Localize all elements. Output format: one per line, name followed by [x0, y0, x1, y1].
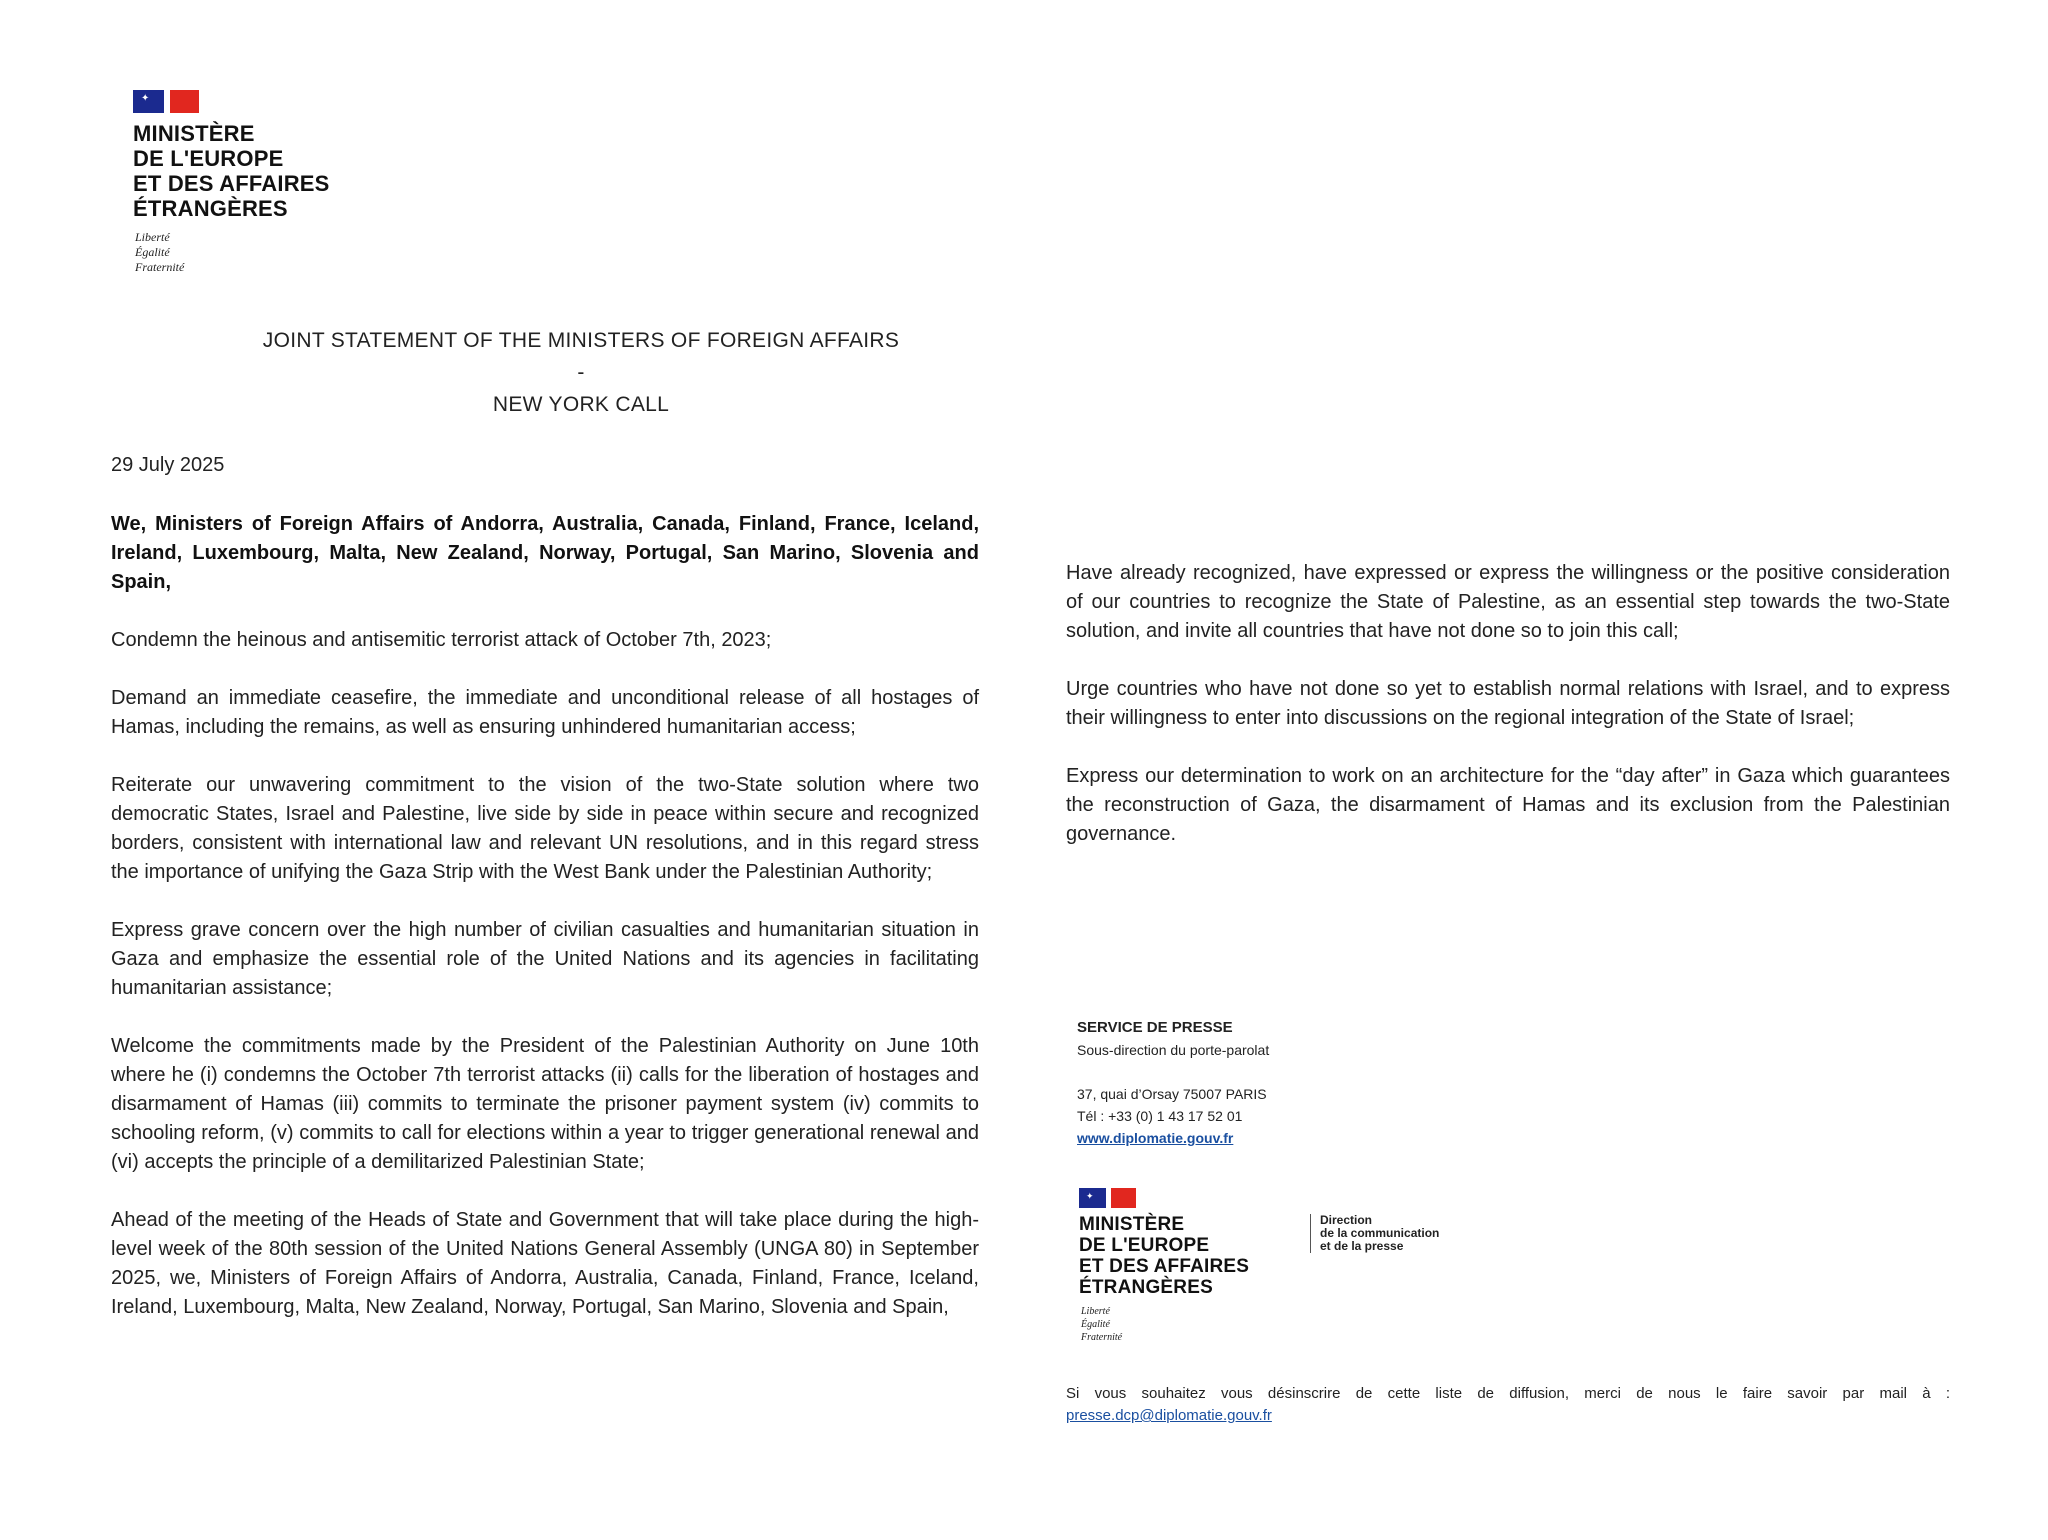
body-paragraph: Express our determination to work on an architecture for the “day after” in Gaza which guarantees the reconstruction of Gaza, the disarmament of Hamas and its exclusion from the Palestinian governance. [1066, 765, 1950, 845]
motto-line: Liberté [1081, 1306, 1110, 1317]
republic-flag-icon: ✦ [133, 90, 330, 113]
ministry-name-line: ET DES AFFAIRES [133, 171, 330, 196]
unsubscribe-email-link[interactable]: presse.dcp@diplomatie.gouv.fr [1066, 1407, 1272, 1424]
intro-paragraph: We, Ministers of Foreign Affairs of Andorra, Australia, Canada, Finland, France, Iceland, Ireland, Luxembourg, Malta, New Zealand, Norway, Portugal, San Marino, Slovenia and Spain, [111, 513, 979, 593]
statement-date: 29 July 2025 [111, 454, 225, 476]
motto-line: Fraternité [135, 260, 185, 274]
title-line-2: NEW YORK CALL [492, 393, 670, 416]
unsubscribe-notice [1066, 1383, 1950, 1427]
body-paragraph: Ahead of the meeting of the Heads of State and Government that will take place during the high-level week of the 80th session of the United Nations General Assembly (UNGA 80) in September 2025, we, Ministers of Foreign Affairs of Andorra, Australia, Canada, Finland, France, Iceland, Ireland, Luxembourg, Malta, New Zealand, Norway, Portugal, San Marino, Slovenia and Spain, [111, 1209, 979, 1318]
direction-line: de la communication [1320, 1226, 1440, 1240]
website-link[interactable]: www.diplomatie.gouv.fr [1077, 1130, 1234, 1146]
body-paragraph: Urge countries who have not done so yet to establish normal relations with Israel, and to express their willingness to enter into discussions on the regional integration of the State of Israel; [1066, 678, 1950, 729]
republic-flag-icon: ✦ [1079, 1188, 1249, 1208]
ministry-name-line: DE L'EUROPE [1079, 1235, 1210, 1256]
body-paragraph: Reiterate our unwavering commitment to the vision of the two-State solution where two democratic States, Israel and Palestine, live side by side in peace within secure and recognized borders, consistent with international law and relevant UN resolutions, and in this regard stress the importance of unifying the Gaza Strip with the West Bank under the Palestinian Authority; [111, 774, 979, 883]
motto [135, 230, 330, 275]
motto-line: Liberté [135, 230, 170, 244]
press-phone: Tél : +33 (0) 1 43 17 52 01 [1077, 1108, 1243, 1124]
left-column [111, 510, 979, 1322]
body-paragraph: Have already recognized, have expressed or express the willingness or the positive consideration of our countries to recognize the State of Palestine, as an essential step towards the two-State solution, and invite all countries that have not done so to join this call; [1066, 562, 1950, 642]
motto-line: Égalité [1081, 1319, 1110, 1330]
ministry-name-line: ÉTRANGÈRES [133, 196, 288, 221]
direction-label [1310, 1214, 1439, 1253]
ministry-name-line: DE L'EUROPE [133, 146, 284, 171]
motto-line: Fraternité [1081, 1332, 1123, 1343]
body-paragraph: Welcome the commitments made by the President of the Palestinian Authority on June 10th where he (i) condemns the October 7th terrorist attacks (ii) calls for the liberation of hostages and disarmament of Hamas (iii) commits to terminate the prisoner payment system (iv) commits to schooling reform, (v) commits to call for elections within a year to trigger generational renewal and (vi) accepts the principle of a demilitarized Palestinian State; [111, 1035, 979, 1173]
press-subdirection: Sous-direction du porte-parolat [1077, 1042, 1270, 1058]
unsubscribe-text: Si vous souhaitez vous désinscrire de cette liste de diffusion, merci de nous le faire savoir par mail à : [1066, 1385, 1950, 1402]
ministry-name-line: MINISTÈRE [133, 121, 255, 146]
footer-ministry-logo [1079, 1188, 1249, 1344]
body-paragraph: Demand an immediate ceasefire, the immediate and unconditional release of all hostages of Hamas, including the remains, as well as ensuring unhindered humanitarian access; [111, 687, 979, 738]
ministry-name-line: ET DES AFFAIRES [1079, 1256, 1250, 1277]
press-contact [1077, 1017, 1577, 1149]
press-address: 37, quai d’Orsay 75007 PARIS [1077, 1086, 1267, 1102]
title-separator: - [577, 361, 585, 384]
press-service-title: SERVICE DE PRESSE [1077, 1019, 1233, 1036]
motto [1081, 1305, 1249, 1344]
right-column [1066, 559, 1950, 849]
title-line-1: JOINT STATEMENT OF THE MINISTERS OF FOREIGN AFFAIRS [262, 329, 900, 352]
direction-line: Direction [1320, 1213, 1373, 1227]
direction-line: et de la presse [1320, 1239, 1404, 1253]
body-paragraph: Express grave concern over the high number of civilian casualties and humanitarian situation in Gaza and emphasize the essential role of the United Nations and its agencies in facilitating humanitarian assistance; [111, 919, 979, 999]
ministry-name-line: MINISTÈRE [1079, 1214, 1185, 1235]
ministry-name [133, 121, 330, 221]
ministry-logo [133, 90, 330, 275]
ministry-name [1079, 1214, 1249, 1298]
document-title [111, 325, 1051, 421]
motto-line: Égalité [135, 245, 170, 259]
ministry-name-line: ÉTRANGÈRES [1079, 1277, 1213, 1298]
body-paragraph: Condemn the heinous and antisemitic terrorist attack of October 7th, 2023; [111, 629, 772, 651]
